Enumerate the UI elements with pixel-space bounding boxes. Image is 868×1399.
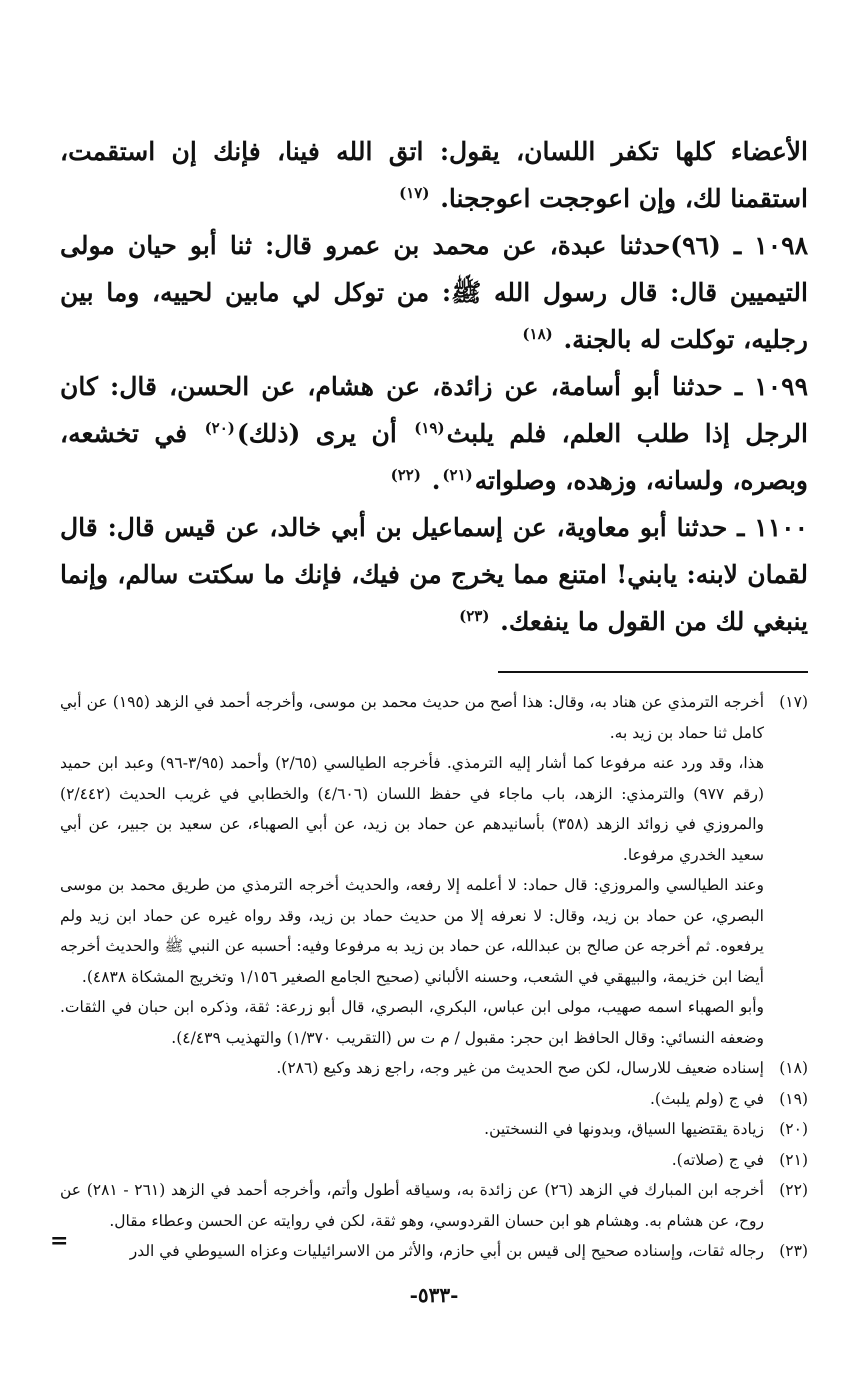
footnote-ref-23[interactable]: (٢٣) — [459, 606, 490, 625]
footnote-ref-17[interactable]: (١٧) — [399, 183, 430, 202]
paragraph-text: . — [431, 466, 441, 495]
paragraph-1099 — [60, 363, 808, 504]
paragraph-1098 — [60, 222, 808, 363]
paragraph-text: ١١٠٠ ـ حدثنا أبو معاوية، عن إسماعيل بن أبي خالد، عن قيس قال: قال لقمان لابنه: يابني! امتنع مما يخرج من فيك، فإنك ما سكتت سالم، وإنما ينبغي لك من القول ما ينفعك. — [60, 513, 808, 636]
paragraph-text: أن يرى (ذلك) — [236, 419, 397, 448]
footnote-22 — [60, 1175, 808, 1236]
footnote-body — [60, 687, 764, 1053]
continuation-mark: = — [50, 1228, 69, 1254]
footnote-ref-22[interactable]: (٢٢) — [390, 465, 421, 484]
footnotes — [60, 687, 808, 1267]
footnote-21 — [60, 1145, 808, 1176]
footnote-ref-20[interactable]: (٢٠) — [204, 418, 235, 437]
footnote-20 — [60, 1114, 808, 1145]
footnote-23 — [60, 1236, 808, 1267]
footnote-number: (١٧) — [779, 693, 808, 711]
paragraph-text: الأعضاء كلها تكفر اللسان، يقول: اتق الله فينا، فإنك إن استقمت، استقمنا لك، وإن اعوججت اعوججنا. — [60, 137, 808, 213]
footnote-19 — [60, 1084, 808, 1115]
paragraph-1 — [60, 128, 808, 222]
page-number: -٥٣٣- — [409, 1283, 459, 1307]
footnote-text: وعند الطيالسي والمروزي: قال حماد: لا أعلمه إلا رفعه، والحديث أخرجه الترمذي من طريق محمد بن موسى البصري، عن حماد بن زيد، وقال: لا نعرفه إلا من حديث حماد بن زيد، وقد رواه غيره عن حماد ابن زيد ولم يرفعوه. ثم أخرجه عن صالح بن عبدالله، عن حماد بن زيد به مرفوعا وفيه: أحسبه عن النبي ﷺ والحديث أخرجه أيضا ابن خزيمة، والبيهقي في الشعب، وحسنه الألباني (صحيح الجامع الصغير ١/١٥٦ وتخريج المشكاة ٤٨٣٨). — [60, 876, 764, 986]
footnote-ref-19[interactable]: (١٩) — [414, 418, 445, 437]
footnote-text: رجاله ثقات، وإسناده صحيح إلى قيس بن أبي حازم، والأثر من الاسرائيليات وعزاه السيوطي في الدر — [129, 1242, 764, 1260]
footnote-text: إسناده ضعيف للارسال، لكن صح الحديث من غير وجه، راجع زهد وكيع (٢٨٦). — [276, 1059, 764, 1077]
footnote-17 — [60, 687, 808, 1053]
footnote-text: وأبو الصهباء اسمه صهيب، مولى ابن عباس، البكري، البصري، قال أبو زرعة: ثقة، وذكره ابن حبان في الثقات. وضعفه النسائي: وقال الحافظ ابن حجر: مقبول / م ت س (التقريب ١/٣٧٠) والتهذيب ٤/٤٣٩). — [60, 998, 764, 1047]
paragraph-text: ١٠٩٨ ـ (٩٦)حدثنا عبدة، عن محمد بن عمرو قال: ثنا أبو حيان مولى التيميين قال: قال رسول الله ﷺ: من توكل لي مابين لحييه، وما بين رجليه، توكلت له بالجنة. — [60, 231, 808, 354]
footnote-text: أخرجه ابن المبارك في الزهد (٢٦) عن زائدة به، وسياقه أطول وأتم، وأخرجه أحمد في الزهد (٢٦١ - ٢٨١) عن روح، عن هشام به. وهشام هو ابن حسان القردوسي، وهو ثقة، لكن في روايته عن الحسن وعطاء مقال. — [60, 1181, 764, 1230]
footnote-number: (١٩) — [779, 1089, 808, 1108]
main-text — [60, 128, 808, 645]
footnote-text: في ج (صلاته). — [671, 1150, 764, 1169]
footnote-text: في ج (ولم يلبث). — [649, 1089, 764, 1108]
footnote-ref-18[interactable]: (١٨) — [522, 324, 553, 343]
footnote-text: هذا، وقد ورد عنه مرفوعا كما أشار إليه الترمذي. فأخرجه الطيالسي (٢/٦٥) وأحمد (٣/٩٥-٩٦) وعبد ابن حميد (رقم ٩٧٧) والترمذي: الزهد، باب ماجاء في حفظ اللسان (٤/٦٠٦) والخطابي في غريب الحديث (٢/٤٤٢) والمروزي في زوائد الزهد (٣٥٨) بأسانيدهم عن حماد بن زيد، عن أبي الصهباء، عن سعيد بن جبير، عن أبي سعيد الخدري مرفوعا. — [60, 754, 764, 864]
footnote-18 — [60, 1053, 808, 1084]
footnote-number: (١٨) — [779, 1059, 808, 1077]
paragraph-1100 — [60, 504, 808, 645]
footnote-number: (٢٣) — [779, 1242, 808, 1260]
footnote-text: أخرجه الترمذي عن هناد به، وقال: هذا أصح من حديث محمد بن موسى، وأخرجه أحمد في الزهد (١٩٥) عن أبي كامل ثنا حماد بن زيد به. — [60, 693, 764, 742]
footnote-ref-21[interactable]: (٢١) — [442, 465, 473, 484]
paragraph-text: ١٠٩٩ ـ حدثنا أبو أسامة، عن زائدة، عن هشام، عن الحسن، قال: كان الرجل إذا طلب العلم، فلم يلبث — [60, 372, 808, 448]
footnote-number: (٢١) — [779, 1150, 808, 1169]
footnote-number: (٢٠) — [779, 1120, 808, 1138]
footnote-number: (٢٢) — [779, 1181, 808, 1199]
footnote-text: زيادة يقتضيها السياق، وبدونها في النسختين. — [484, 1120, 764, 1138]
paragraph-text: في تخشعه، وبصره، ولسانه، وزهده، وصلواته — [60, 419, 808, 495]
footnote-divider — [498, 671, 808, 673]
